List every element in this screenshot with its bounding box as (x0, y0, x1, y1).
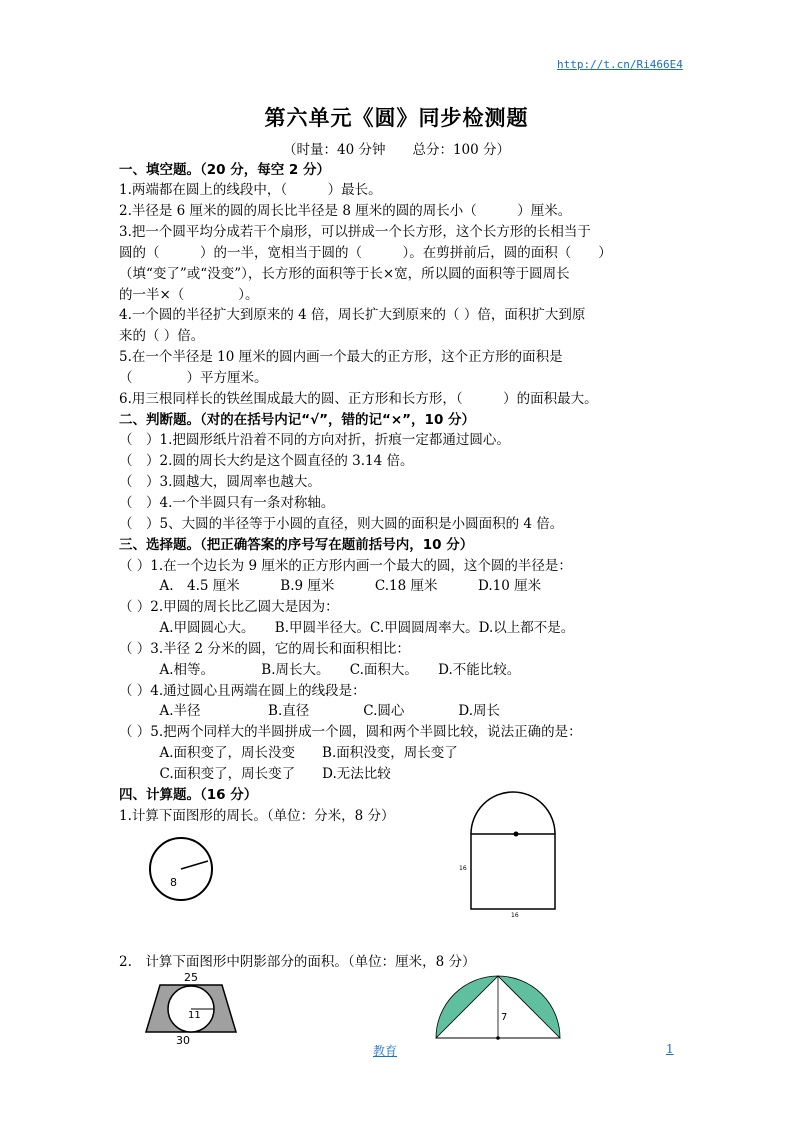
trapezoid-figure (140, 968, 250, 1047)
s1-line: 来的（ ）倍。 (119, 328, 205, 344)
s3-line: （ ）3.半径 2 分米的圆，它的周长和面积相比： (119, 641, 410, 657)
s3-line: A.半径 B.直径 C.圆心 D.周长 (119, 703, 501, 719)
s1-line: 6.用三根同样长的铁丝围成最大的圆、正方形和长方形，（ ）的面积最大。 (119, 391, 598, 407)
s4-question-1: 1.计算下面图形的周长。（单位：分米，8 分） (119, 808, 395, 824)
arch-width-label: 16 (511, 912, 519, 919)
semicircle-radius-label: 7 (501, 1012, 508, 1023)
s2-line: （ ）5、大圆的半径等于小圆的直径，则大圆的面积是小圆面积的 4 倍。 (119, 516, 564, 532)
s3-line: （ ）5.把两个同样大的半圆拼成一个圆，圆和两个半圆比较，说法正确的是： (119, 724, 582, 740)
s3-line: A.甲圆圆心大。 B.甲圆半径大。C.甲圆圆周率大。D.以上都不是。 (119, 620, 575, 636)
s1-line: 5.在一个半径是 10 厘米的圆内画一个最大的正方形，这个正方形的面积是 (119, 349, 563, 365)
s2-line: （ ）2.圆的周长大约是这个圆直径的 3.14 倍。 (119, 453, 414, 469)
s3-line: A.面积变了，周长没变 B.面积没变，周长变了 (119, 745, 458, 761)
footer-link[interactable]: 教育 (373, 1044, 398, 1058)
page-title: 第六单元《圆》同步检测题 (264, 105, 529, 130)
s3-line: （ ）1.在一个边长为 9 厘米的正方形内画一个最大的圆，这个圆的半径是： (119, 558, 572, 574)
trapezoid-radius-label: 11 (188, 1010, 201, 1021)
section-4-heading: 四、计算题。（16 分） (119, 787, 258, 803)
s4-question-2: 2. 计算下面图形中阴影部分的面积。（单位：厘米，8 分） (119, 954, 476, 970)
s2-line: （ ）1.把圆形纸片沿着不同的方向对折，折痕一定都通过圆心。 (119, 432, 510, 448)
s2-line: （ ）3.圆越大，圆周率也越大。 (119, 474, 321, 490)
s3-line: （ ）2.甲圆的周长比乙圆大是因为： (119, 599, 339, 615)
s1-line: 3.把一个圆平均分成若干个扇形，可以拼成一个长方形，这个长方形的长相当于 (119, 224, 591, 240)
circle-radius-label: 8 (170, 876, 177, 889)
section-1-heading: 一、填空题。（20 分，每空 2 分） (119, 162, 331, 178)
page-subtitle: （时量：40 分钟 总分：100 分） (282, 142, 511, 158)
s1-line: 2.半径是 6 厘米的圆的周长比半径是 8 厘米的圆的周长小（ ）厘米。 (119, 203, 572, 219)
section-3-heading: 三、选择题。（把正确答案的序号写在题前括号内，10 分） (119, 537, 474, 553)
circle-figure (148, 835, 218, 905)
header-url-link[interactable]: http://t.cn/Ri466E4 (557, 58, 683, 71)
s1-line: （填“变了”或“没变”），长方形的面积等于长×宽，所以圆的面积等于圆周长 (119, 266, 570, 282)
s2-line: （ ）4.一个半圆只有一条对称轴。 (119, 495, 335, 511)
s3-line: A.相等。 B.周长大。 C.面积大。 D.不能比较。 (119, 662, 521, 678)
s1-line: 1.两端都在圆上的线段中，（ ）最长。 (119, 182, 382, 198)
s1-line: 的一半×（ ）。 (119, 287, 259, 303)
arch-height-label: 16 (459, 865, 467, 872)
s3-line: A. 4.5 厘米 B.9 厘米 C.18 厘米 D.10 厘米 (119, 578, 542, 594)
page-number: 1 (666, 1042, 674, 1056)
s1-line: （ ）平方厘米。 (119, 370, 268, 386)
s1-line: 圆的（ ）的一半，宽相当于圆的（ ）。在剪拼前后，圆的面积（ ） (119, 245, 612, 261)
s3-line: C.面积变了，周长变了 D.无法比较 (119, 766, 391, 782)
s3-line: （ ）4.通过圆心且两端在圆上的线段是： (119, 683, 366, 699)
section-2-heading: 二、判断题。（对的在括号内记“√”，错的记“×”，10 分） (119, 412, 476, 428)
trapezoid-bottom-label: 30 (176, 1034, 190, 1047)
semicircle-figure (432, 972, 562, 1042)
s1-line: 4.一个圆的半径扩大到原来的 4 倍，周长扩大到原来的（ ）倍，面积扩大到原 (119, 307, 586, 323)
trapezoid-top-label: 25 (184, 971, 198, 984)
arch-figure (455, 790, 555, 920)
